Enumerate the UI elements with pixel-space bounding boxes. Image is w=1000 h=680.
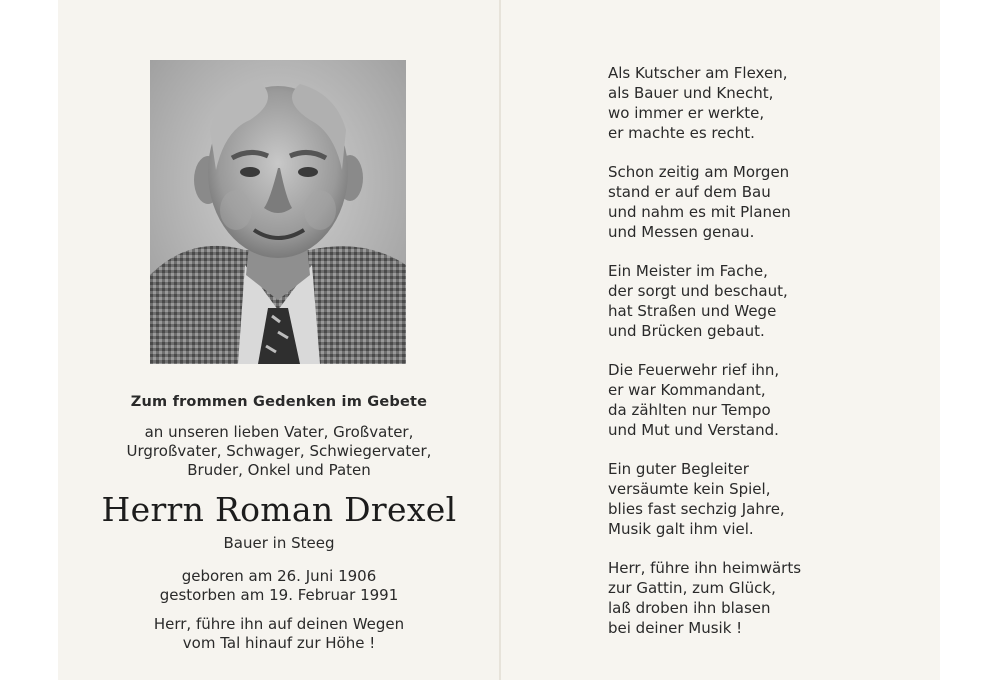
poem-line: Die Feuerwehr rief ihn, xyxy=(608,361,780,379)
poem-stanza xyxy=(608,261,928,341)
memorial-poem xyxy=(608,63,928,657)
poem-line: und Brücken gebaut. xyxy=(608,322,765,340)
prayer-line: Herr, führe ihn auf deinen Wegen xyxy=(153,615,405,633)
poem-line: bei deiner Musik ! xyxy=(608,619,743,637)
poem-line: stand er auf dem Bau xyxy=(608,183,771,201)
poem-line: er machte es recht. xyxy=(608,124,755,142)
relations-block xyxy=(58,423,500,480)
poem-line: er war Kommandant, xyxy=(608,381,766,399)
prayer-line: vom Tal hinauf zur Höhe ! xyxy=(182,634,376,652)
poem-line: da zählten nur Tempo xyxy=(608,401,771,419)
poem-line: versäumte kein Spiel, xyxy=(608,480,771,498)
portrait-photo xyxy=(150,60,406,364)
poem-stanza xyxy=(608,162,928,242)
poem-line: und Mut und Verstand. xyxy=(608,421,779,439)
memorial-heading: Zum frommen Gedenken im Gebete xyxy=(130,394,428,410)
poem-line: Musik galt ihm viel. xyxy=(608,520,754,538)
poem-stanza xyxy=(608,558,928,638)
prayer-block xyxy=(58,615,500,653)
poem-line: hat Straßen und Wege xyxy=(608,302,777,320)
poem-line: blies fast sechzig Jahre, xyxy=(608,500,785,518)
poem-line: Schon zeitig am Morgen xyxy=(608,163,790,181)
poem-line: und Messen genau. xyxy=(608,223,755,241)
poem-line: Herr, führe ihn heimwärts xyxy=(608,559,802,577)
occupation-text: Bauer in Steeg xyxy=(223,534,335,552)
poem-stanza xyxy=(608,360,928,440)
relations-line: an unseren lieben Vater, Großvater, xyxy=(144,423,414,441)
relations-line: Urgroßvater, Schwager, Schwiegervater, xyxy=(126,442,432,460)
poem-stanza xyxy=(608,63,928,143)
poem-line: als Bauer und Knecht, xyxy=(608,84,774,102)
poem-line: wo immer er werkte, xyxy=(608,104,765,122)
birth-date: geboren am 26. Juni 1906 xyxy=(181,567,377,585)
relations-line: Bruder, Onkel und Paten xyxy=(187,461,371,479)
poem-line: und nahm es mit Planen xyxy=(608,203,791,221)
poem-line: zur Gattin, zum Glück, xyxy=(608,579,776,597)
death-date: gestorben am 19. Februar 1991 xyxy=(159,586,399,604)
poem-line: der sorgt und beschaut, xyxy=(608,282,788,300)
life-dates xyxy=(58,567,500,605)
poem-stanza xyxy=(608,459,928,539)
poem-line: Als Kutscher am Flexen, xyxy=(608,64,788,82)
poem-line: laß droben ihn blasen xyxy=(608,599,771,617)
deceased-name: Herrn Roman Drexel xyxy=(101,490,457,529)
poem-line: Ein guter Begleiter xyxy=(608,460,749,478)
poem-line: Ein Meister im Fache, xyxy=(608,262,768,280)
